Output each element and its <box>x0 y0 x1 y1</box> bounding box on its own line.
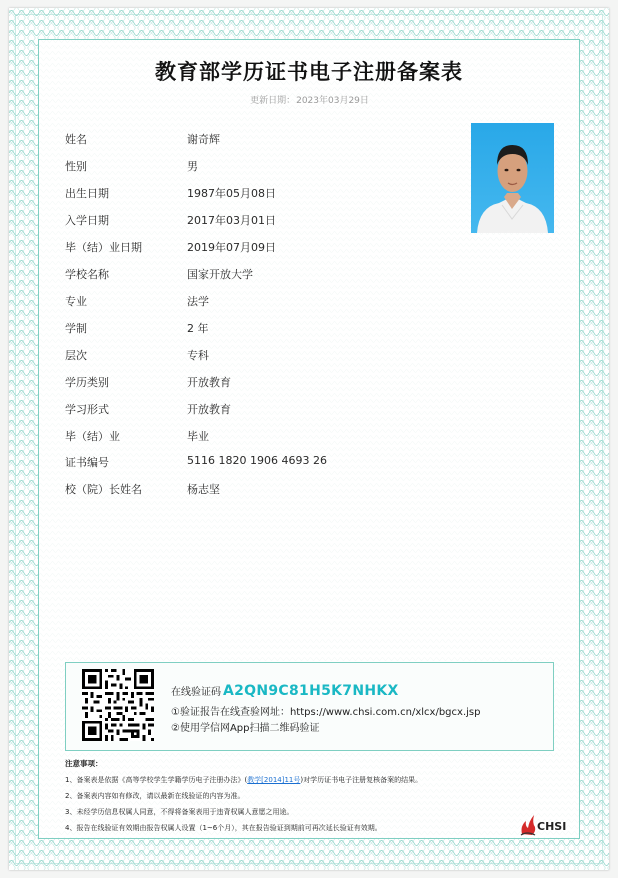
verification-box <box>65 662 554 751</box>
field-value: 1987年05月08日 <box>187 187 276 200</box>
field-label: 专业 <box>65 295 87 308</box>
field-value: 法学 <box>187 295 209 308</box>
chsi-logo <box>519 812 569 836</box>
notes-section <box>65 758 545 839</box>
field-label: 姓名 <box>65 133 87 146</box>
update-date-value: 2023年03月29日 <box>296 96 369 106</box>
field-value: 2 年 <box>187 322 209 335</box>
update-date-label: 更新日期： <box>250 96 296 106</box>
document-title: 教育部学历证书电子注册备案表 <box>155 60 463 84</box>
field-value: 专科 <box>187 349 209 362</box>
field-value: 2019年07月09日 <box>187 241 276 254</box>
field-value: 开放教育 <box>187 403 231 416</box>
field-label: 学历类别 <box>65 376 109 389</box>
field-label: 入学日期 <box>65 214 109 227</box>
note-text: 1、备案表是依据《高等学校学生学籍学历电子注册办法》( <box>65 776 248 784</box>
chsi-flame-icon <box>519 812 537 836</box>
field-label: 性别 <box>65 160 87 173</box>
field-label: 毕（结）业 <box>65 430 120 443</box>
note-text: )对学历证书电子注册复核备案的结果。 <box>300 776 423 784</box>
field-label: 校（院）长姓名 <box>65 483 142 496</box>
field-value: 国家开放大学 <box>187 268 253 281</box>
field-value: 杨志坚 <box>187 483 220 496</box>
content-area <box>39 40 579 838</box>
record-sheet <box>9 8 609 870</box>
field-value: 开放教育 <box>187 376 231 389</box>
note-item-3: 3、未经学历信息权属人同意，不得将备案表用于违背权属人意愿之用途。 <box>65 808 294 816</box>
update-date <box>39 93 579 106</box>
notes-title: 注意事项： <box>65 759 103 768</box>
verification-code-line <box>171 683 399 699</box>
field-label: 出生日期 <box>65 187 109 200</box>
field-value: 2017年03月01日 <box>187 214 276 227</box>
person-portrait-icon <box>471 123 554 233</box>
verification-url-line: ①验证报告在线查验网址：https://www.chsi.com.cn/xlcx/bgcx.jsp <box>171 707 481 718</box>
field-value: 男 <box>187 160 198 173</box>
field-value: 5116 1820 1906 4693 26 <box>187 454 327 467</box>
note-item-2: 2、备案表内容如有修改，请以最新在线验证的内容为准。 <box>65 792 245 800</box>
verification-app-line: ②使用学信网App扫描二维码验证 <box>171 723 320 734</box>
verification-code-label: 在线验证码 <box>171 687 221 698</box>
note-item-1 <box>65 775 545 785</box>
regulation-link[interactable]: 教学[2014]11号 <box>247 776 301 784</box>
field-label: 证书编号 <box>65 456 109 469</box>
note-item-4: 4、报告在线验证有效期由报告权属人设置（1~6个月），其在报告验证到期前可再次延长验证有效期。 <box>65 824 382 832</box>
field-label: 学习形式 <box>65 403 109 416</box>
field-label: 学制 <box>65 322 87 335</box>
qr-code-icon[interactable] <box>82 669 154 741</box>
verification-code: A2QN9C81H5K7NHKX <box>223 683 399 699</box>
field-label: 毕（结）业日期 <box>65 241 142 254</box>
field-label: 学校名称 <box>65 268 109 281</box>
field-label: 层次 <box>65 349 87 362</box>
id-photo <box>471 123 554 233</box>
field-value: 谢奇辉 <box>187 133 220 146</box>
field-value: 毕业 <box>187 430 209 443</box>
chsi-logo-text: CHSI <box>537 820 567 833</box>
